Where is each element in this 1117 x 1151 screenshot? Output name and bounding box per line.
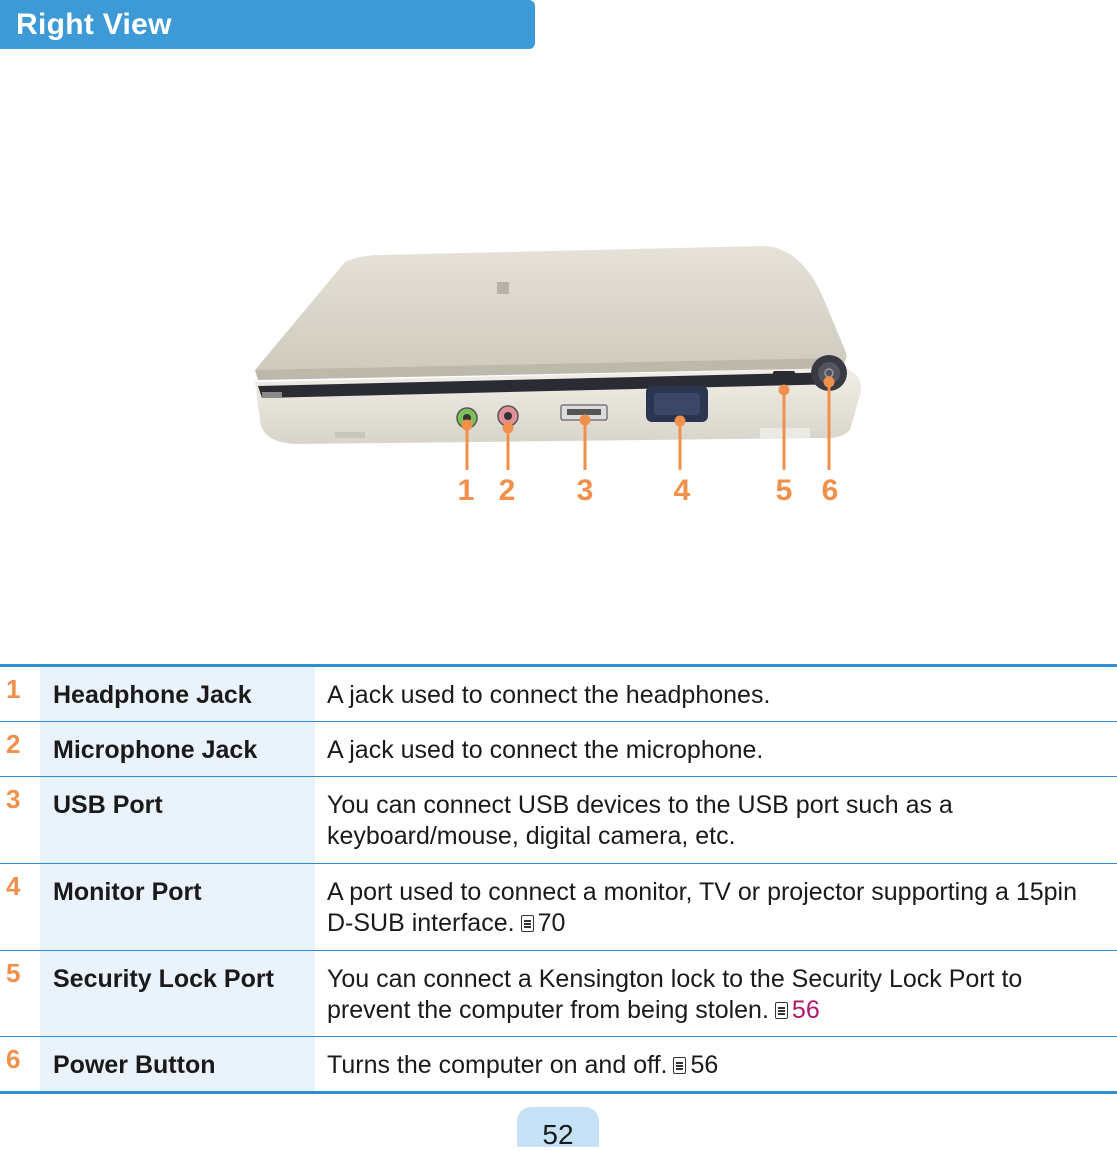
table-row bbox=[0, 864, 1117, 951]
row-number: 4 bbox=[0, 864, 40, 951]
row-number: 1 bbox=[0, 666, 40, 722]
callout-3: 3 bbox=[576, 474, 594, 507]
port-name: Power Button bbox=[40, 1037, 315, 1093]
table-row bbox=[0, 666, 1117, 722]
page-reference-icon bbox=[521, 915, 534, 932]
page-reference[interactable]: 56 bbox=[690, 1051, 719, 1079]
port-name: Security Lock Port bbox=[40, 951, 315, 1037]
page-reference-link[interactable]: 56 bbox=[791, 996, 820, 1024]
logo-mark bbox=[497, 282, 509, 294]
row-number: 5 bbox=[0, 951, 40, 1037]
port-description: You can connect USB devices to the USB port such as a keyboard/mouse, digital camera, etc. bbox=[315, 777, 1117, 864]
row-number: 6 bbox=[0, 1037, 40, 1093]
page-number-tab bbox=[517, 1107, 599, 1150]
port-name: USB Port bbox=[40, 777, 315, 864]
page-number: 52 bbox=[542, 1119, 574, 1150]
table-row bbox=[0, 722, 1117, 777]
table-row bbox=[0, 951, 1117, 1037]
port-description: Turns the computer on and off. 56 bbox=[327, 1051, 719, 1079]
callout-4: 4 bbox=[673, 474, 691, 507]
laptop-lid bbox=[255, 246, 846, 372]
ports-table bbox=[0, 664, 1117, 1094]
port-description: A port used to connect a monitor, TV or projector supporting a 15pin D-SUB interface. 70 bbox=[315, 864, 1117, 951]
page-reference-icon bbox=[673, 1057, 686, 1074]
page-reference[interactable]: 70 bbox=[537, 909, 566, 937]
callout-1: 1 bbox=[457, 474, 475, 507]
row-number: 2 bbox=[0, 722, 40, 777]
callout-5: 5 bbox=[775, 474, 793, 507]
table-row bbox=[0, 777, 1117, 864]
callout-6: 6 bbox=[821, 474, 839, 507]
port-name: Headphone Jack bbox=[40, 666, 315, 722]
port-description: You can connect a Kensington lock to the Security Lock Port to prevent the computer from being stolen. 56 bbox=[315, 951, 1117, 1037]
row-number: 3 bbox=[0, 777, 40, 864]
page-reference-icon bbox=[775, 1002, 788, 1019]
port-description: A jack used to connect the microphone. bbox=[315, 722, 1117, 777]
port-name: Microphone Jack bbox=[40, 722, 315, 777]
port-name: Monitor Port bbox=[40, 864, 315, 951]
laptop-right-view-illustration bbox=[0, 200, 1117, 560]
callout-2: 2 bbox=[498, 474, 516, 507]
section-header-bar bbox=[0, 0, 535, 49]
table-row bbox=[0, 1037, 1117, 1093]
port-description: A jack used to connect the headphones. bbox=[315, 666, 1117, 722]
section-title: Right View bbox=[16, 8, 172, 41]
